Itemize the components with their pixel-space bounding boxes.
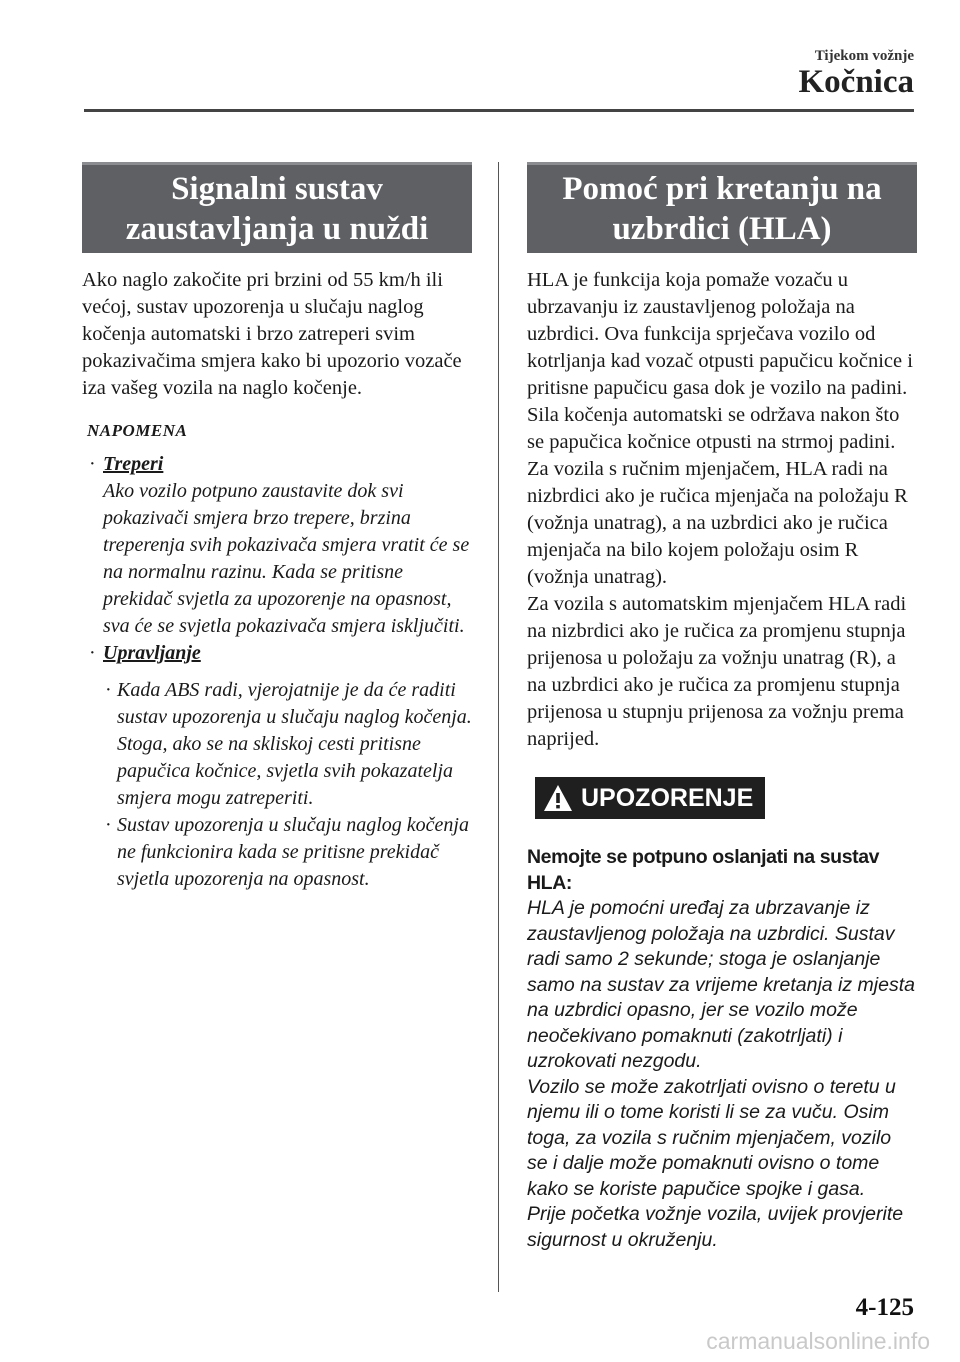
bullet: ·: [89, 642, 96, 664]
intro-paragraph: Ako naglo zakočite pri brzini od 55 km/h ili većoj, sustav upozorenja u slučaju naglog kočenja automatski i brzo zatreperi svim pokazivačima smjera kako bi upozorio vozače iza vašeg vozila na naglo kočenje.: [82, 269, 462, 399]
paragraph-text: HLA je funkcija koja pomaže vozaču u ubrzavanju iz zaustavljenog položaja na uzbrdici. Ova funkcija sprječava vozilo od kotrljanja kad vozač otpusti papučicu kočnice i pritisne papučicu gasa dok je vozilo na padini. Sila kočenja automatski se održava nakon što se papučica kočnice otpusti na strmoj padini.: [527, 269, 913, 453]
warning-heading: Nemojte se potpuno oslanjati na sustav HLA:: [527, 846, 880, 894]
warning-triangle-icon: [543, 784, 573, 812]
note-item: [82, 451, 472, 640]
running-header-section: Tijekom vožnje: [814, 48, 914, 64]
note-title: Treperi: [103, 453, 164, 475]
sub-note-text: Sustav upozorenja u slučaju naglog kočenja ne funkcionira kada se pritisne prekidač svjetla upozorenja na opasnost.: [117, 814, 469, 890]
sub-note-item: [103, 812, 472, 893]
heading-line: zaustavljanja u nuždi: [125, 211, 429, 247]
bullet: ·: [89, 453, 96, 475]
note-text: Ako vozilo potpuno zaustavite dok svi pokazivači smjera brzo trepere, brzina treperenja svih pokazivača smjera vratit će se na normalnu razinu. Kada se pritisne prekidač svjetla za upozorenje na opasnost, sva će se svjetla pokazivača smjera isključiti.: [103, 480, 470, 637]
sub-note-text: Kada ABS radi, vjerojatnije je da će raditi sustav upozorenja u slučaju naglog kočenja. Stoga, ako se na skliskoj cesti pritisne papučica kočnice, svjetla svih pokazatelja smjera mogu zatreperiti.: [117, 679, 472, 809]
warning-paragraph: Prije početka vožnje vozila, uvijek provjerite sigurnost u okruženju.: [527, 1203, 904, 1251]
heading-line: Signalni sustav: [171, 171, 383, 207]
warning-paragraph: Vozilo se može zakotrljati ovisno o teretu u njemu ili o tome koristi li se za vuču. Osim toga, za vozila s ručnim mjenjačem, vozilo se i dalje može pomaknuti ovisno o tome kako se koriste papučice spojke i gasa.: [527, 1075, 896, 1200]
note-item: [82, 640, 472, 893]
warning-text: [527, 845, 917, 1253]
warning-badge: [535, 777, 765, 819]
bullet: ·: [105, 814, 112, 836]
sub-note-item: [103, 677, 472, 812]
left-column: [82, 162, 472, 893]
hla-paragraph: [527, 267, 917, 753]
column-divider: [498, 162, 499, 1292]
bullet: ·: [105, 679, 112, 701]
header-rule: [84, 109, 914, 112]
page-number: 4-125: [855, 1294, 914, 1321]
note-label: NAPOMENA: [87, 421, 188, 440]
running-header-title: Kočnica: [798, 64, 914, 100]
warning-label: UPOZORENJE: [581, 784, 754, 812]
right-column: [527, 162, 917, 1253]
note-title: Upravljanje: [103, 642, 201, 664]
section-heading-hill-launch-assist: [527, 162, 917, 253]
sub-note-list: [103, 677, 472, 893]
section-heading-emergency-stop-signal: [82, 162, 472, 253]
warning-paragraph: HLA je pomoćni uređaj za ubrzavanje iz zaustavljenog položaja na uzbrdici. Sustav radi samo 2 sekunde; stoga je oslanjanje samo na sustav za vrijeme kretanja iz mjesta na uzbrdici opasno, jer se vozilo može neočekivano pomaknuti (zakotrljati) i uzrokovati nezgodu.: [527, 897, 915, 1072]
note-list: [82, 451, 472, 893]
paragraph-text: Za vozila s ručnim mjenjačem, HLA radi na nizbrdici ako je ručica mjenjača na položaju R (vožnja unatrag), a na uzbrdici ako je ručica mjenjača na bilo kojem položaju osim R (vožnja unatrag).: [527, 458, 908, 588]
paragraph-text: Za vozila s automatskim mjenjačem HLA radi na nizbrdici ako je ručica za promjenu stupnja prijenosa u položaju za vožnju unatrag (R), a na uzbrdici ako je ručica za promjenu stupnja prijenosa u stupnju prijenosa za vožnju prema naprijed.: [527, 593, 907, 750]
watermark: carmanualsonline.info: [706, 1328, 930, 1354]
heading-line: uzbrdici (HLA): [612, 211, 832, 247]
heading-line: Pomoć pri kretanju na: [562, 171, 882, 207]
